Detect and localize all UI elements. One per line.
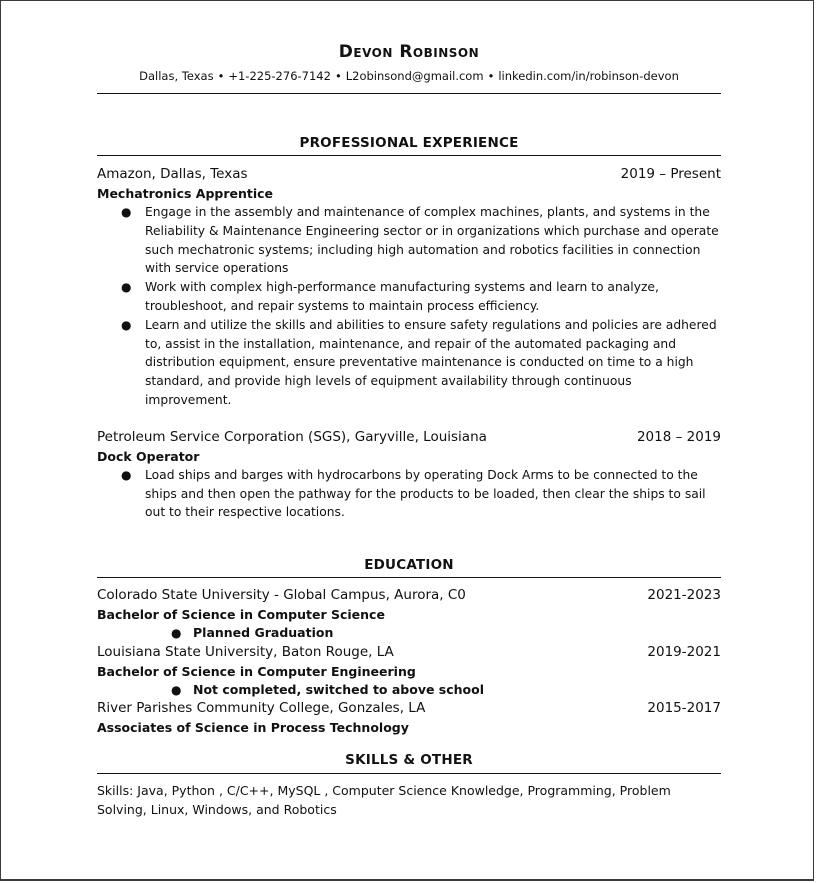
- candidate-name: Devon Robinson: [338, 42, 480, 62]
- bullet-text: Load ships and barges with hydrocarbons by operating Dock Arms to be connected to the ships and then open the pathway for the products to be loaded, then clear the ships to sail out to their respective locations.: [145, 467, 706, 520]
- school-dates: 2019-2021: [647, 643, 721, 660]
- bullet-text: Engage in the assembly and maintenance of complex machines, plants, and systems in the Reliability & Maintenance Engineering sector or in organizations which purchase and operate such mechatronic systems; including high automation and robotics facilities in connection with service operations: [145, 205, 719, 276]
- job-company: Petroleum Service Corporation (SGS), Garyville, Louisiana: [97, 428, 487, 445]
- job-bullet: [121, 203, 721, 278]
- education-entry: [97, 699, 721, 737]
- school-name: Louisiana State University, Baton Rouge, LA: [97, 643, 394, 660]
- separator: •: [334, 69, 342, 83]
- linkedin-link[interactable]: linkedin.com/in/robinson-devon: [498, 69, 679, 83]
- bullet-icon: ●: [121, 317, 132, 332]
- job-bullet: [121, 278, 721, 316]
- separator: •: [217, 69, 225, 83]
- experience-section-title: PROFESSIONAL EXPERIENCE: [299, 135, 519, 151]
- education-entry: [97, 643, 721, 700]
- job-role: Dock Operator: [97, 448, 200, 464]
- note-text: Not completed, switched to above school: [193, 681, 485, 697]
- section-rule: [97, 773, 721, 774]
- job-header: [97, 428, 721, 447]
- school-header: [97, 699, 721, 718]
- school-header: [97, 586, 721, 605]
- email-link[interactable]: L2obinsond@gmail.com: [345, 69, 484, 83]
- bullet-icon: ●: [121, 467, 132, 482]
- bullet-icon: ●: [171, 626, 182, 641]
- school-header: [97, 643, 721, 662]
- job-company: Amazon, Dallas, Texas: [97, 166, 248, 182]
- job-entry: [97, 428, 721, 522]
- school-name: Colorado State University - Global Campus, Aurora, C0: [97, 587, 466, 604]
- phone: +1-225-276-7142: [228, 69, 331, 83]
- school-dates: 2021-2023: [647, 587, 721, 604]
- bullet-icon: ●: [171, 682, 182, 697]
- location: Dallas, Texas: [139, 69, 214, 83]
- note-text: Planned Graduation: [193, 625, 334, 641]
- job-bullets: [97, 203, 721, 410]
- section-rule: [97, 577, 721, 578]
- school-name: River Parishes Community College, Gonzales, LA: [97, 700, 426, 717]
- bullet-text: Work with complex high-performance manufacturing systems and learn to analyze, troubleshoot, and repair systems to maintain process efficiency.: [145, 280, 659, 313]
- header-rule: [97, 93, 721, 94]
- education-section-title: EDUCATION: [364, 557, 454, 574]
- job-dates: 2019 – Present: [620, 166, 721, 182]
- job-header: [97, 165, 721, 184]
- bullet-icon: ●: [121, 280, 132, 295]
- education-entry: [97, 586, 721, 643]
- education-note: [97, 681, 721, 700]
- degree: Bachelor of Science in Computer Science: [97, 607, 385, 623]
- education-note: [97, 624, 721, 643]
- resume-page: [97, 40, 721, 819]
- separator: •: [487, 69, 495, 83]
- skills-section-title: SKILLS & OTHER: [345, 752, 473, 769]
- contact-line: [97, 68, 721, 84]
- school-dates: 2015-2017: [647, 700, 721, 717]
- job-entry: [97, 165, 721, 410]
- section-rule: [97, 155, 721, 156]
- bullet-text: Learn and utilize the skills and abilities to ensure safety regulations and policies are adhered to, assist in the installation, maintenance, and repair of the automated packaging and distribution equipment, ensure preventative maintenance is conducted on time to a high standard, and provide high levels of equipment availability through continuous improvement.: [145, 317, 717, 407]
- job-bullet: [121, 466, 721, 522]
- job-bullet: [121, 316, 721, 410]
- job-bullets: [97, 466, 721, 522]
- bullet-icon: ●: [121, 205, 132, 219]
- skills-text: Skills: Java, Python , C/C++, MySQL , Computer Science Knowledge, Programming, Problem Solving, Linux, Windows, and Robotics: [97, 783, 671, 818]
- job-dates: 2018 – 2019: [636, 428, 721, 445]
- degree: Associates of Science in Process Technology: [97, 720, 409, 736]
- job-role: Mechatronics Apprentice: [97, 186, 274, 201]
- degree: Bachelor of Science in Computer Engineering: [97, 663, 416, 679]
